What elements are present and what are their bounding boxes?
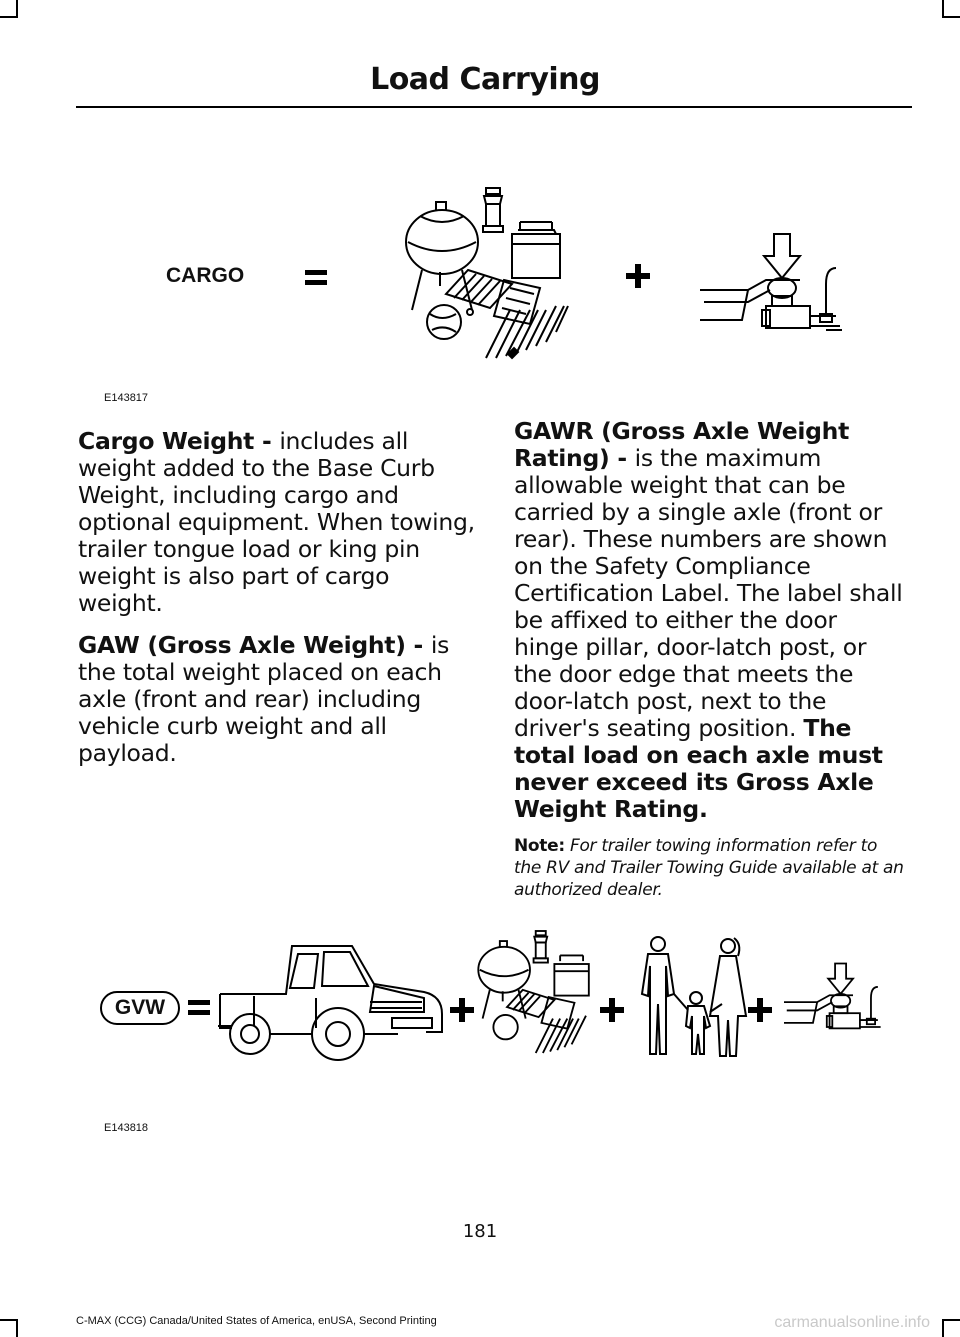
towing-note: [514, 835, 908, 901]
cargo-weight-paragraph: [78, 428, 476, 617]
figure-gvw: [0, 920, 960, 1140]
gvw-badge: [100, 991, 180, 1025]
cargo-weight-term: Cargo Weight -: [78, 427, 280, 455]
equals-icon: [305, 270, 327, 290]
gaw-paragraph: [78, 632, 476, 767]
cargo-weight-text: includes all weight added to the Base Curb Weight, including cargo and optional equipment. When towing, trailer tongue load or king pin weight is also part of cargo weight.: [78, 427, 475, 617]
crop-mark: [0, 1319, 18, 1321]
equals-icon: [188, 1000, 210, 1020]
note-label: Note:: [514, 836, 565, 856]
figure-cargo: [0, 170, 960, 404]
gawr-text: is the maximum allowable weight that can be carried by a single axle (front or rear). These numbers are shown on the Safety Compliance Certification Label. The label shall be affixed to either the door hinge pillar, door-latch post, or the door edge that meets the door-latch post, next to the driver's seating position.: [514, 444, 903, 742]
pickup-truck-icon: [214, 938, 446, 1066]
page-number: 181: [462, 1221, 498, 1242]
crop-mark: [942, 16, 960, 18]
gvw-label: GVW: [114, 996, 166, 1019]
footer-text: C-MAX (CCG) Canada/United States of America, enUSA, Second Printing: [76, 1315, 437, 1327]
figure-code: E143818: [104, 1122, 149, 1134]
watermark: carmanualsonline.info: [774, 1314, 930, 1331]
crop-mark: [16, 1319, 18, 1337]
plus-icon: [600, 998, 624, 1026]
gaw-text: is the total weight placed on each axle (front and rear) including vehicle curb weight and all payload.: [78, 631, 450, 767]
figure-code: E143817: [104, 392, 149, 404]
right-column: [514, 418, 908, 901]
grill-cooler-gear-icon: [400, 182, 570, 368]
crop-mark: [942, 1319, 944, 1337]
family-passengers-icon: [636, 934, 752, 1062]
gawr-emphasis: The total load on each axle must never exceed its Gross Axle Weight Rating.: [514, 714, 883, 823]
crop-mark: [942, 1319, 960, 1321]
header-divider: [76, 106, 912, 108]
plus-icon: [626, 264, 650, 292]
crop-mark: [0, 16, 18, 18]
left-column: [78, 428, 476, 767]
cargo-label: CARGO: [166, 264, 245, 287]
plus-icon: [450, 998, 474, 1026]
tongue-weight-hitch-icon: [700, 230, 842, 342]
grill-cooler-gear-icon: [474, 926, 596, 1062]
page-title: Load Carrying: [370, 62, 600, 97]
note-text: For trailer towing information refer to the RV and Trailer Towing Guide available at an authorized dealer.: [514, 836, 904, 900]
gawr-paragraph: [514, 418, 908, 823]
tongue-weight-hitch-icon: [784, 960, 882, 1040]
plus-icon: [748, 998, 772, 1026]
gaw-term: GAW (Gross Axle Weight) -: [78, 631, 431, 659]
gawr-term: GAWR (Gross Axle Weight Rating) -: [514, 417, 850, 472]
